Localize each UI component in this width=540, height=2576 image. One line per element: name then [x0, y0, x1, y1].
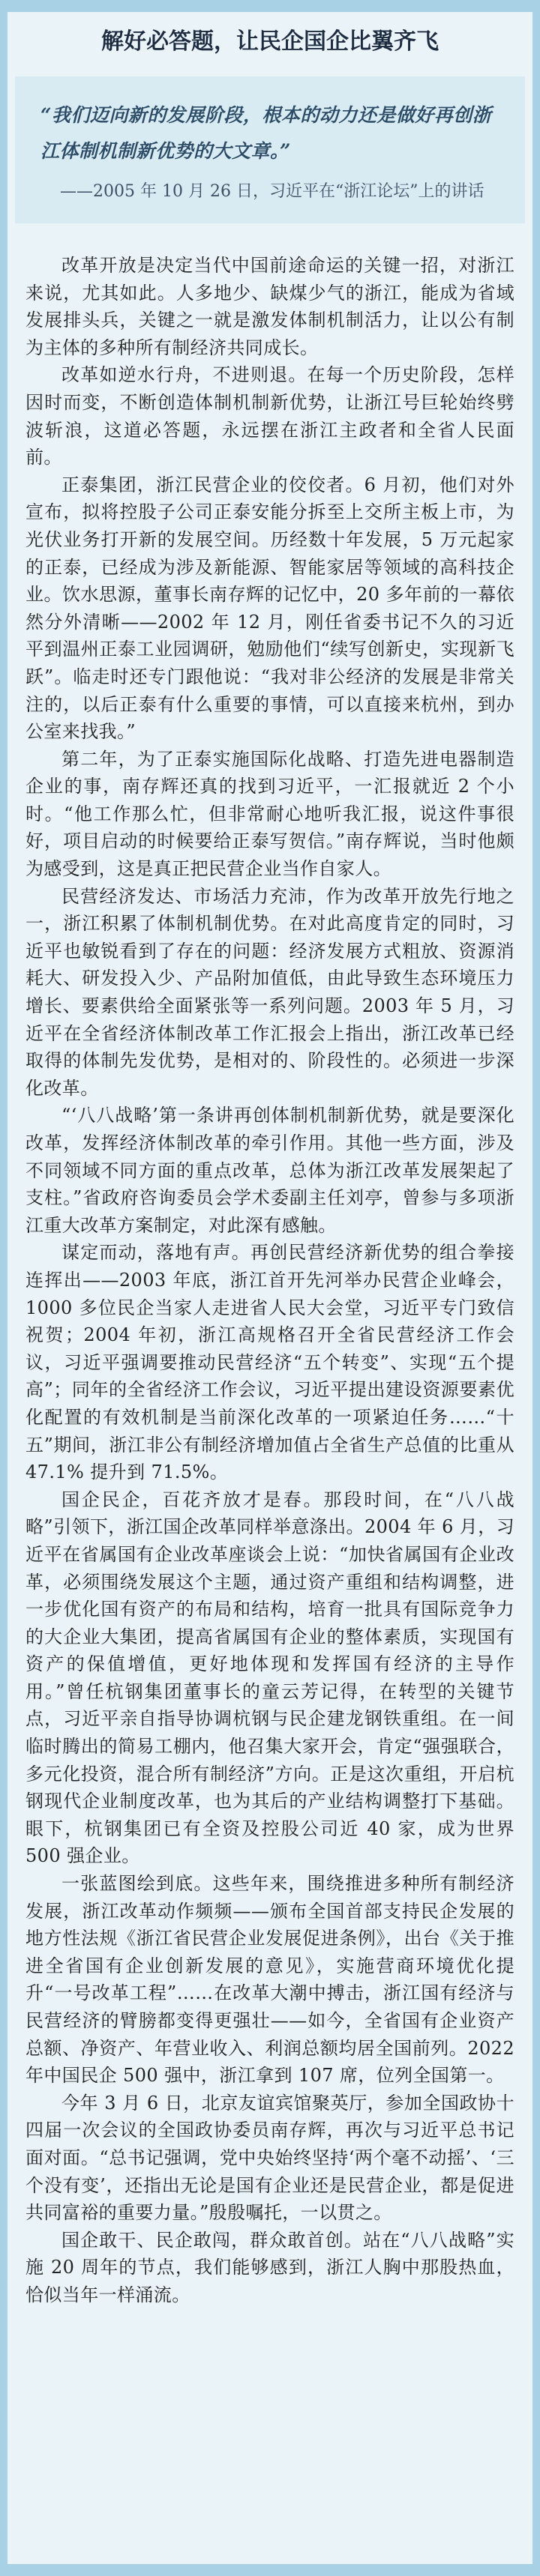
paragraph: 改革如逆水行舟，不进则退。在每一个历史阶段，怎样因时而变，不断创造体制机制新优势，让浙江号巨轮始终劈波斩浪，这道必答题，永远摆在浙江主政者和全省人民面前。 — [26, 364, 514, 468]
quote-source: ——2005 年 10 月 26 日，习近平在“浙江论坛”上的讲话 — [60, 182, 484, 201]
paragraph: 国企敢干、民企敢闯，群众敢首创。站在“八八战略”实施 20 周年的节点，我们能够感到，浙江人胸中那股热血，恰似当年一样涌流。 — [26, 2229, 514, 2305]
paragraph: 今年 3 月 6 日，北京友谊宾馆聚英厅，参加全国政协十四届一次会议的全国政协委员南存辉，再次与习近平总书记面对面。“总书记强调，党中央始终坚持‘两个毫不动摇’、‘三个没有变’，还指出无论是国有企业还是民营企业，都是促进共同富裕的重要力量。”殷殷嘱托，一以贯之。 — [26, 2092, 514, 2224]
paragraph: 一张蓝图绘到底。这些年来，围绕推进多种所有制经济发展，浙江改革动作频频——颁布全国首部支持民企发展的地方性法规《浙江省民营企业发展促进条例》，出台《关于推进全省国有企业创新发展的意见》，实施营商环境优化提升“一号改革工程”……在改革大潮中搏击，浙江国有经济与民营经济的臂膀都变得更强壮——如今，全省国有企业资产总额、净资产、年营业收入、利润总额均居全国前列。2022 年中国民企 500 强中，浙江拿到 107 席，位列全国第一。 — [26, 1873, 514, 2087]
paragraph: 国企民企，百花齐放才是春。那段时间，在“八八战略”引领下，浙江国企改革同样举意涤出。2004 年 6 月，习近平在省属国有企业改革座谈会上说：“加快省属国有企业改革，必须围绕发展这个主题，通过资产重组和结构调整，进一步优化国有资产的布局和结构，培育一批具有国际竞争力的大企业大集团，提高省属国有企业的整体素质，实现国有资产的保值增值，更好地体现和发挥国有经济的主导作用。”曾任杭钢集团董事长的童云芳记得，在转型的关键节点，习近平亲自指导协调杭钢与民企建龙钢铁重组。在一间临时腾出的简易工棚内，他召集大家开会，肯定“强强联合，多元化投资，混合所有制经济”方向。正是这次重组，开启杭钢现代企业制度改革，也为其后的产业结构调整打下基础。眼下，杭钢集团已有全资及控股公司近 40 家，成为世界 500 强企业。 — [26, 1488, 514, 1867]
article-page — [8, 12, 532, 2564]
paragraph: 民营经济发达、市场活力充沛，作为改革开放先行地之一，浙江积累了体制机制优势。在对此高度肯定的同时，习近平也敏锐看到了存在的问题：经济发展方式粗放、资源消耗大、研发投入少、产品附加值低，由此导致生态环境压力增长、要素供给全面紧张等一系列问题。2003 年 5 月，习近平在全省经济体制改革工作汇报会上指出，浙江改革已经取得的体制先发优势，是相对的、阶段性的。必须进一步深化改革。 — [26, 885, 514, 1099]
paragraph: 正泰集团，浙江民营企业的佼佼者。6 月初，他们对外宣布，拟将控股子公司正泰安能分拆至上交所主板上市，为光伏业务打开新的发展空间。历经数十年发展，5 万元起家的正泰，已经成为涉及新能源、智能家居等领域的高科技企业。饮水思源，董事长南存辉的记忆中，20 多年前的一幕依然分外清晰——2002 年 12 月，刚任省委书记不久的习近平到温州正泰工业园调研，勉励他们“续写创新史，实现新飞跃”。临走时还专门跟他说：“我对非公经济的发展是非常关注的，以后正泰有什么重要的事情，可以直接来杭州，到办公室来找我。” — [26, 474, 514, 743]
paragraph: 谋定而动，落地有声。再创民营经济新优势的组合拳接连挥出——2003 年底，浙江首开先河举办民营企业峰会，1000 多位民企当家人走进省人民大会堂，习近平专门致信祝贺；2004 年初，浙江高规格召开全省民营经济工作会议，习近平强调要推动民营经济“五个转变”、实现“五个提高”；同年的全省经济工作会议，习近平提出建设资源要素优化配置的有效机制是当前深化改革的一项紧迫任务……“十五”期间，浙江非公有制经济增加值占全省生产总值的比重从 47.1% 提升到 71.5%。 — [26, 1242, 514, 1483]
quote-text: “我们迈向新的发展阶段，根本的动力还是做好再创浙江体制机制新优势的大文章。” — [40, 104, 492, 162]
paragraph: “‘八八战略’第一条讲再创体制机制新优势，就是要深化改革，发挥经济体制改革的牵引作用。其他一些方面，涉及不同领域不同方面的重点改革，总体为浙江改革发展架起了支柱。”省政府咨询委员会学术委副主任刘亭，曾参与多项浙江重大改革方案制定，对此深有感触。 — [26, 1105, 514, 1236]
article-body — [26, 252, 514, 2553]
article-title: 解好必答题，让民企国企比翼齐飞 — [101, 28, 439, 55]
paragraph: 第二年，为了正泰实施国际化战略、打造先进电器制造企业的事，南存辉还真的找到习近平，一汇报就近 2 个小时。“他工作那么忙，但非常耐心地听我汇报，说这件事很好，项目启动的时候要给正泰写贺信。”南存辉说，当时他颇为感受到，这是真正把民营企业当作自家人。 — [26, 748, 514, 880]
paragraph: 改革开放是决定当代中国前途命运的关键一招，对浙江来说，尤其如此。人多地少、缺煤少气的浙江，能成为省域发展排头兵，关键之一就是激发体制机制活力，让以公有制为主体的多种所有制经济共同成长。 — [26, 255, 514, 358]
